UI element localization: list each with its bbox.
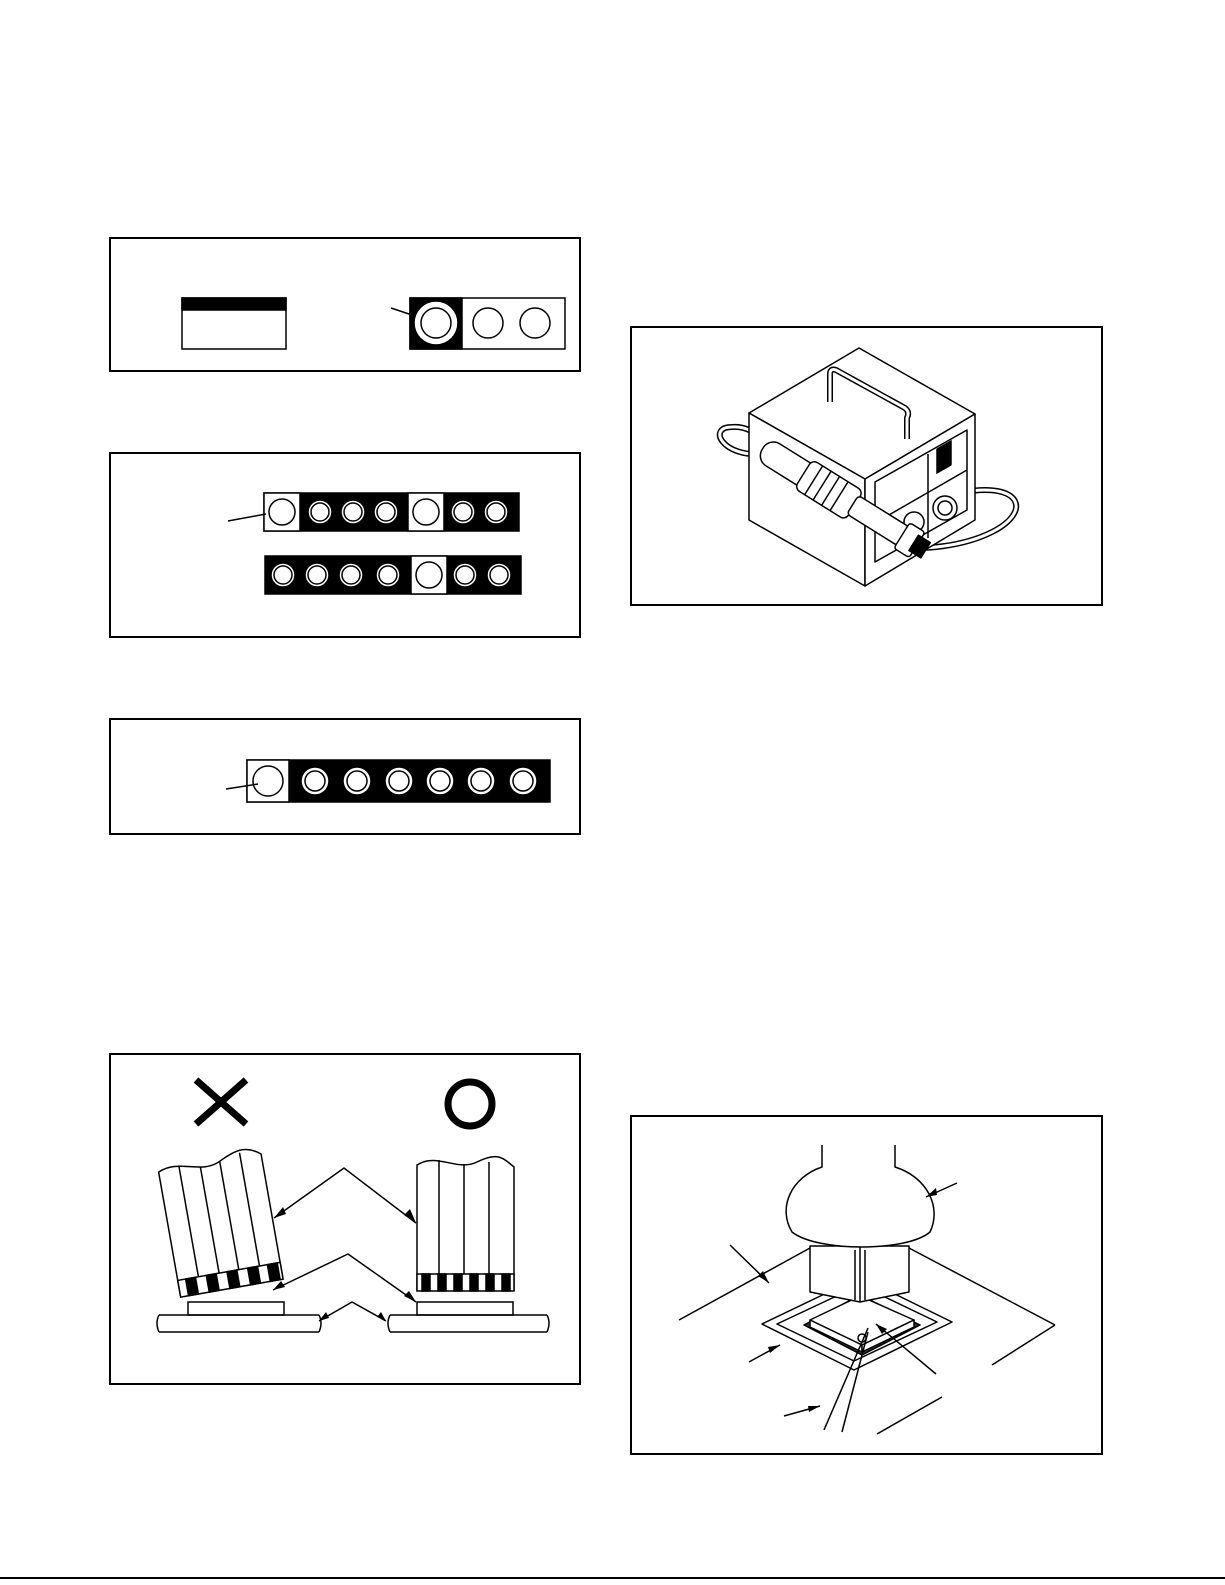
- cross-mark-icon: [196, 1080, 246, 1124]
- hot-air-station-drawing: [632, 328, 1105, 608]
- solder-tip-drawing: [111, 1055, 583, 1387]
- ic-removal-drawing: [632, 1117, 1105, 1457]
- solder-tip-figure: [109, 1053, 581, 1385]
- pin-rows-figure: [109, 452, 581, 638]
- pin-rows-drawing: [111, 454, 583, 640]
- page-bottom-rule: [0, 1577, 1225, 1579]
- ic-removal-figure: [630, 1115, 1103, 1455]
- single-row-drawing: [111, 720, 583, 837]
- hot-air-station-figure: [630, 326, 1103, 606]
- component-type-figure: [109, 237, 581, 372]
- single-row-figure: [109, 718, 581, 835]
- component-type-drawing: [111, 239, 583, 374]
- circle-mark-icon: [448, 1082, 492, 1126]
